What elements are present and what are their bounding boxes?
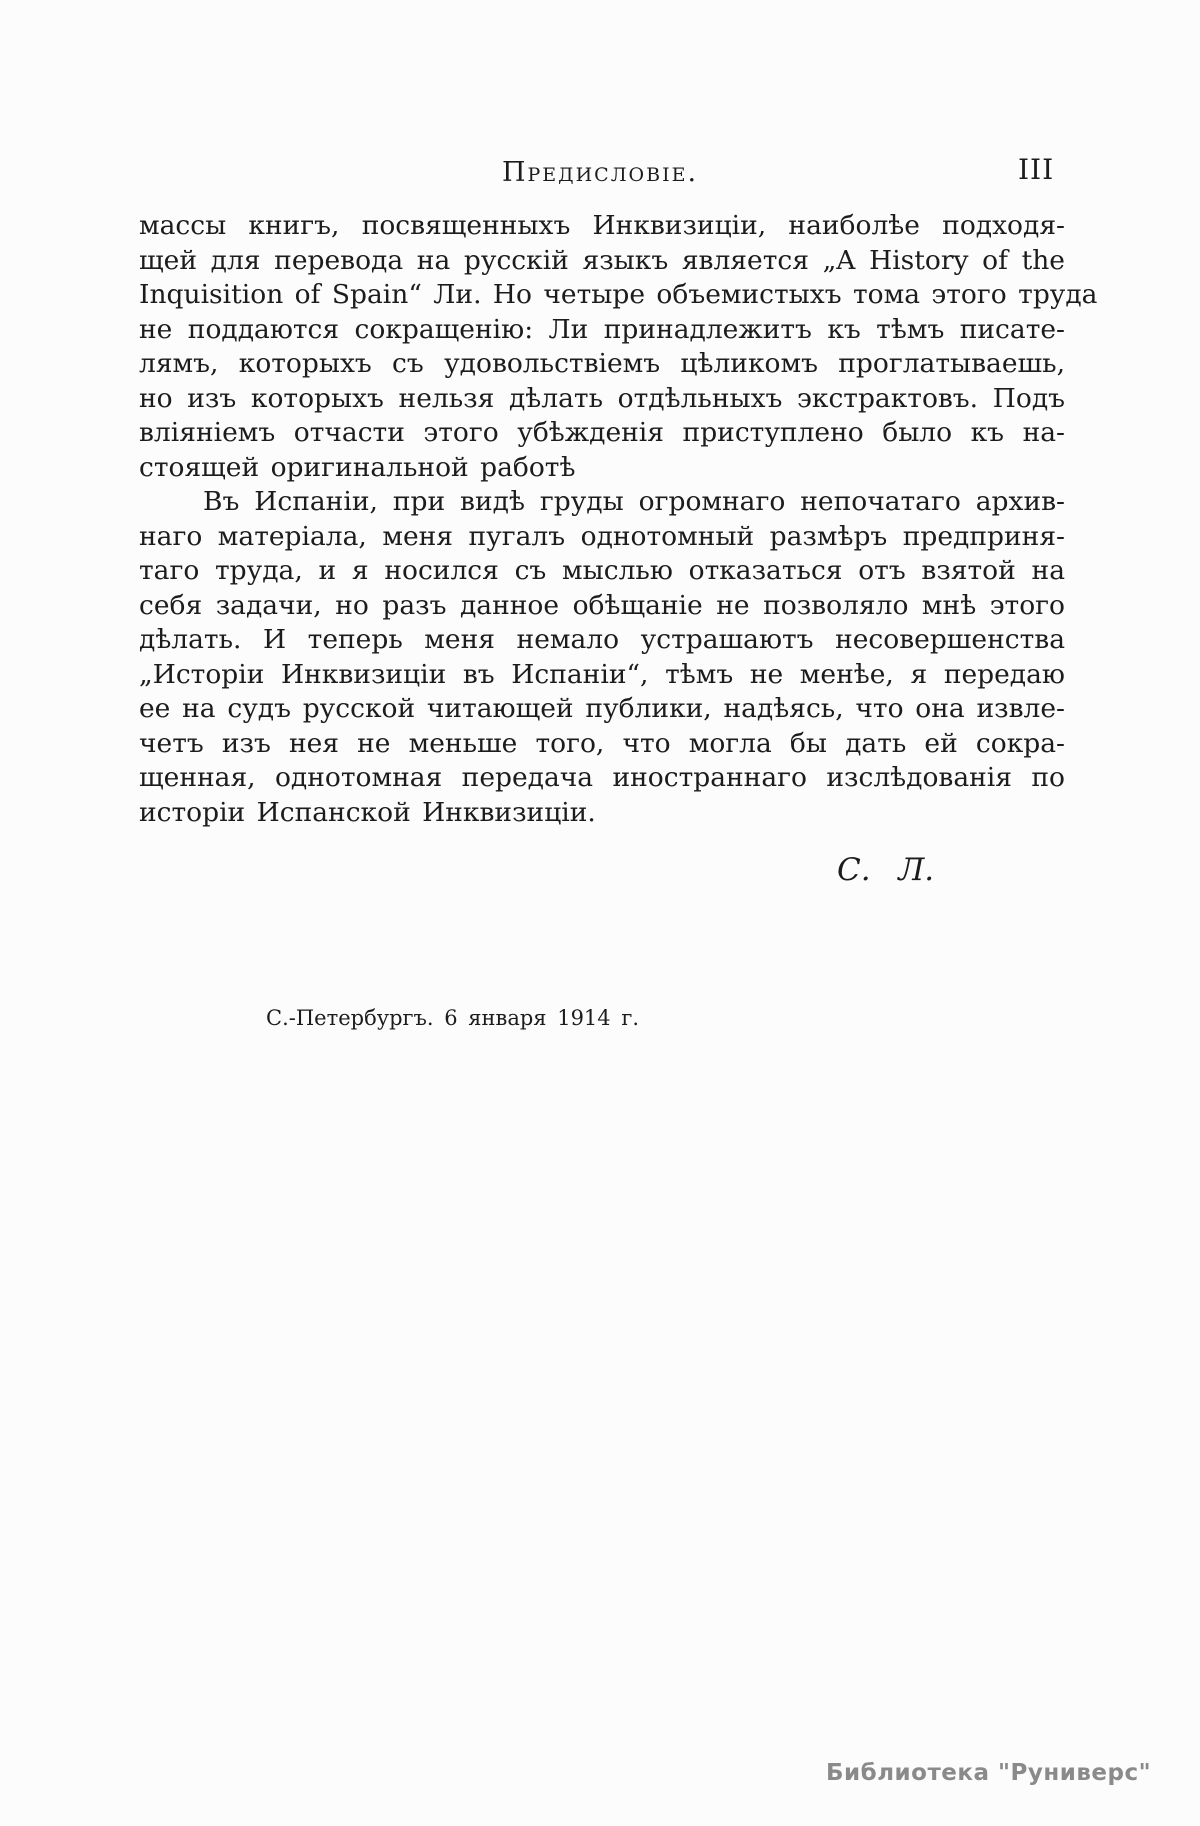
text-line: наго матеріала, меня пугалъ однотомный размѣръ предприня- (139, 520, 1065, 552)
text-line: себя задачи, но разъ данное обѣщаніе не позволяло мнѣ этого (139, 589, 1065, 621)
text-line: щей для перевода на русскій языкъ является „A History of the (139, 244, 1065, 276)
text-line: исторіи Испанской Инквизиціи. (139, 796, 596, 828)
text-line: дѣлать. И теперь меня немало устрашаютъ несовершенства (139, 624, 1065, 655)
text-line: лямъ, которыхъ съ удовольствіемъ цѣликомъ проглатываешь, (139, 348, 1065, 379)
author-initials-signature: С. Л. (837, 852, 935, 888)
page-number: III (1018, 153, 1055, 186)
text-line: не поддаются сокращенію: Ли принадлежитъ къ тѣмъ писате- (139, 313, 1065, 345)
text-line: Inquisition of Spain“ Ли. Но четыре объемистыхъ тома этого труда (139, 279, 1098, 310)
body-text-block (139, 209, 1098, 830)
text-line: таго труда, и я носился съ мыслью отказаться отъ взятой на (139, 555, 1065, 586)
paragraph-1 (139, 209, 1098, 485)
text-line: массы книгъ, посвященныхъ Инквизиціи, наиболѣе подходя- (139, 210, 1065, 241)
paragraph-2 (139, 485, 1065, 830)
text-line: четъ изъ нея не меньше того, что могла бы дать ей сокра- (139, 727, 1065, 759)
text-line: но изъ которыхъ нельзя дѣлать отдѣльныхъ экстрактовъ. Подъ (139, 382, 1065, 414)
place-date-line: С.-Петербургъ. 6 января 1914 г. (266, 1006, 640, 1030)
library-watermark: Библиотека "Руниверс" (826, 1760, 1152, 1786)
text-line: ее на судъ русской читающей публики, надѣясь, что она извле- (139, 693, 1065, 724)
running-header-title: Предисловіе. (501, 157, 699, 188)
text-line: „Исторіи Инквизиціи въ Испаніи“, тѣмъ не менѣе, я передаю (139, 658, 1065, 690)
text-line: стоящей оригинальной работѣ (139, 451, 576, 483)
text-line: щенная, однотомная передача иностраннаго изслѣдованія по (139, 762, 1065, 793)
text-line: Въ Испаніи, при видѣ груды огромнаго непочатаго архив- (203, 486, 1065, 517)
text-line: вліяніемъ отчасти этого убѣжденія приступлено было къ на- (139, 417, 1065, 448)
